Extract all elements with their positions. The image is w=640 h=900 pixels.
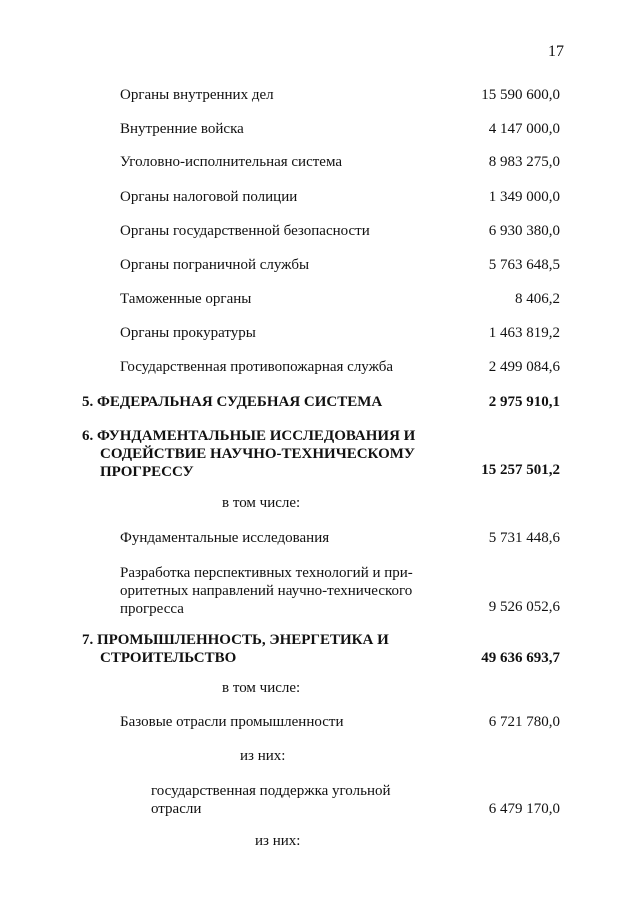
item-amount: 1 463 819,2 — [488, 325, 560, 341]
item-label-line: прогресса — [120, 601, 184, 617]
page-number: 17 — [548, 43, 564, 60]
section-7-heading — [82, 631, 442, 667]
item-amount: 5 763 648,5 — [488, 257, 560, 273]
item-label: Органы государственной безопасности — [120, 223, 370, 239]
heading-line: 7. ПРОМЫШЛЕННОСТЬ, ЭНЕРГЕТИКА И — [82, 632, 389, 648]
amount-value: 15 257 501,2 — [481, 462, 560, 478]
item-label: Внутренние войска — [120, 121, 244, 137]
heading-line: 6. ФУНДАМЕНТАЛЬНЫЕ ИССЛЕДОВАНИЯ И — [82, 428, 416, 444]
item-label-line: отрасли — [151, 801, 202, 817]
item-label-line: Разработка перспективных технологий и при- — [120, 565, 413, 581]
list-item-multiline — [151, 782, 451, 818]
heading-line: ПРОГРЕССУ — [100, 464, 194, 480]
item-amount: 6 930 380,0 — [488, 223, 560, 239]
item-label: Органы внутренних дел — [120, 87, 274, 103]
item-amount: 1 349 000,0 — [488, 189, 560, 205]
item-amount: 15 590 600,0 — [481, 87, 560, 103]
item-label: Таможенные органы — [120, 291, 252, 307]
section-5-amount: 2 975 910,1 — [488, 394, 560, 410]
item-amount: 8 983 275,0 — [488, 154, 560, 170]
including-label: в том числе: — [222, 495, 301, 511]
item-label: Органы пограничной службы — [120, 257, 310, 273]
item-label: Фундаментальные исследования — [120, 530, 330, 546]
item-amount: 6 479 170,0 — [488, 801, 560, 817]
item-label: Органы прокуратуры — [120, 325, 256, 341]
section-5-heading: 5. ФЕДЕРАЛЬНАЯ СУДЕБНАЯ СИСТЕМА — [82, 394, 383, 410]
item-label: Базовые отрасли промышленности — [120, 714, 344, 730]
list-item-multiline — [120, 564, 443, 618]
item-label: Уголовно-исполнительная система — [120, 154, 343, 170]
section-6-heading — [82, 427, 442, 481]
item-amount: 8 406,2 — [515, 291, 560, 307]
heading-line: СОДЕЙСТВИЕ НАУЧНО-ТЕХНИЧЕСКОМУ — [100, 446, 415, 462]
item-amount: 5 731 448,6 — [488, 530, 560, 546]
item-label-line: государственная поддержка угольной — [151, 783, 391, 799]
item-label: Государственная противопожарная служба — [120, 359, 394, 375]
including-label: в том числе: — [222, 680, 301, 696]
of-which-label: из них: — [255, 833, 301, 849]
item-amount: 2 499 084,6 — [488, 359, 560, 375]
item-amount: 6 721 780,0 — [488, 714, 560, 730]
item-amount: 4 147 000,0 — [488, 121, 560, 137]
item-label-line: оритетных направлений научно-технического — [120, 583, 413, 599]
item-amount: 9 526 052,6 — [488, 599, 560, 615]
amount-value: 49 636 693,7 — [481, 650, 560, 666]
of-which-label: из них: — [240, 748, 286, 764]
item-label: Органы налоговой полиции — [120, 189, 298, 205]
heading-line: СТРОИТЕЛЬСТВО — [100, 650, 237, 666]
